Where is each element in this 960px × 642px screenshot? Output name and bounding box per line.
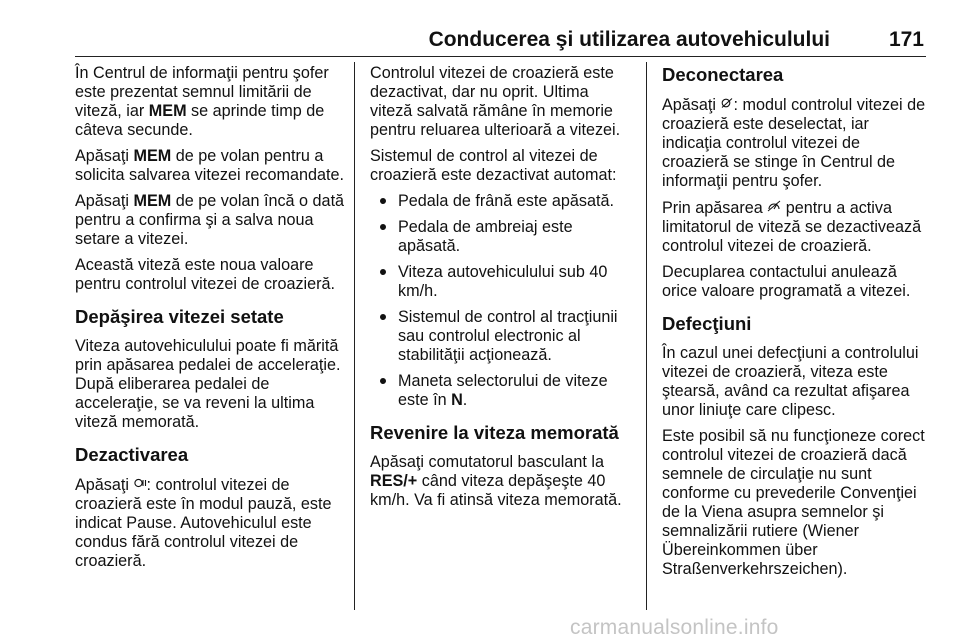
paragraph: Apăsaţi MEM de pe volan pentru a solicita salvarea vitezei recomandate. xyxy=(75,147,345,184)
page-header xyxy=(75,22,926,57)
paragraph: Această viteză este noua valoare pentru controlul vitezei de croazieră. xyxy=(75,256,336,293)
section-heading-exceed: Depăşirea vitezei setate xyxy=(75,306,284,327)
paragraph: În Centrul de informaţii pentru şofer este prezentat semnul limitării de viteză, iar MEM se aprinde timp de câteva secunde. xyxy=(75,64,329,139)
column-3 xyxy=(662,64,930,586)
list-item: Sistemul de control al tracţiunii sau controlul electronic al stabilităţii acţionează. xyxy=(370,308,634,365)
list-item: Viteza autovehiculului sub 40 km/h. xyxy=(370,263,634,301)
bullet-list xyxy=(370,192,634,410)
section-heading-disconnect: Deconectarea xyxy=(662,64,784,85)
cruise-off-icon xyxy=(721,95,734,114)
speed-limiter-icon xyxy=(767,198,781,217)
watermark: carmanualsonline.info xyxy=(570,616,779,639)
list-item: Pedala de frână este apăsată. xyxy=(370,192,634,211)
column-divider xyxy=(646,62,647,610)
column-2 xyxy=(370,64,634,517)
paragraph: Apăsaţi : modul controlul vitezei de croazieră este deselectat, iar indicaţia controlul vitezei de croazieră se stinge în Centrul de informaţii pentru şofer. xyxy=(662,96,926,190)
page-number: 171 xyxy=(888,28,924,51)
paragraph: Apăsaţi comutatorul basculant la RES/+ când viteza depăşeşte 40 km/h. Va fi atinsă viteza memorată. xyxy=(370,453,622,509)
paragraph: Sistemul de control al vitezei de croazieră este dezactivat automat: xyxy=(370,147,617,184)
cruise-pause-icon xyxy=(134,475,147,494)
page-title: Conducerea şi utilizarea autovehiculului xyxy=(428,28,830,51)
paragraph: Controlul vitezei de croazieră este dezactivat, dar nu oprit. Ultima viteză salvată rămâne în memorie pentru reluarea ulterioară a vitezei. xyxy=(370,64,621,139)
list-item: Pedala de ambreiaj este apăsată. xyxy=(370,218,634,256)
paragraph: Decuplarea contactului anulează orice valoare programată a vitezei. xyxy=(662,263,911,300)
paragraph: Viteza autovehiculului poate fi mărită prin apăsarea pedalei de acceleraţie. După eliberarea pedalei de acceleraţie, se va reveni la ultima viteză memorată. xyxy=(75,337,341,431)
column-divider xyxy=(354,62,355,610)
column-1 xyxy=(75,64,347,578)
section-heading-faults: Defecţiuni xyxy=(662,313,752,334)
paragraph: Apăsaţi MEM de pe volan încă o dată pentru a confirma şi a salva noua setare a vitezei. xyxy=(75,192,345,248)
paragraph: Apăsaţi : controlul vitezei de croazieră este în modul pauză, este indicat Pause. Autovehiculul este condus fără controlul vitezei de croazieră. xyxy=(75,476,332,570)
paragraph: Este posibil să nu funcţioneze corect controlul vitezei de croazieră dacă semnele de circulaţie nu sunt conforme cu prevederile Convenţiei de la Viena asupra semnelor şi semnalizării rutiere (Wiener Übereinkommen über Straßenverkehrszeichen). xyxy=(662,427,925,578)
paragraph: Prin apăsarea pentru a activa limitatorul de viteză se dezactivează controlul vitezei de croazieră. xyxy=(662,199,922,255)
paragraph: În cazul unei defecţiuni a controlului vitezei de croazieră, viteza este ştearsă, având ca rezultat afişarea unor liniuţe care clipesc. xyxy=(662,344,919,419)
section-heading-resume: Revenire la viteza memorată xyxy=(370,422,619,443)
list-item: Maneta selectorului de viteze este în N. xyxy=(370,372,634,410)
section-heading-deactivate: Dezactivarea xyxy=(75,444,189,465)
